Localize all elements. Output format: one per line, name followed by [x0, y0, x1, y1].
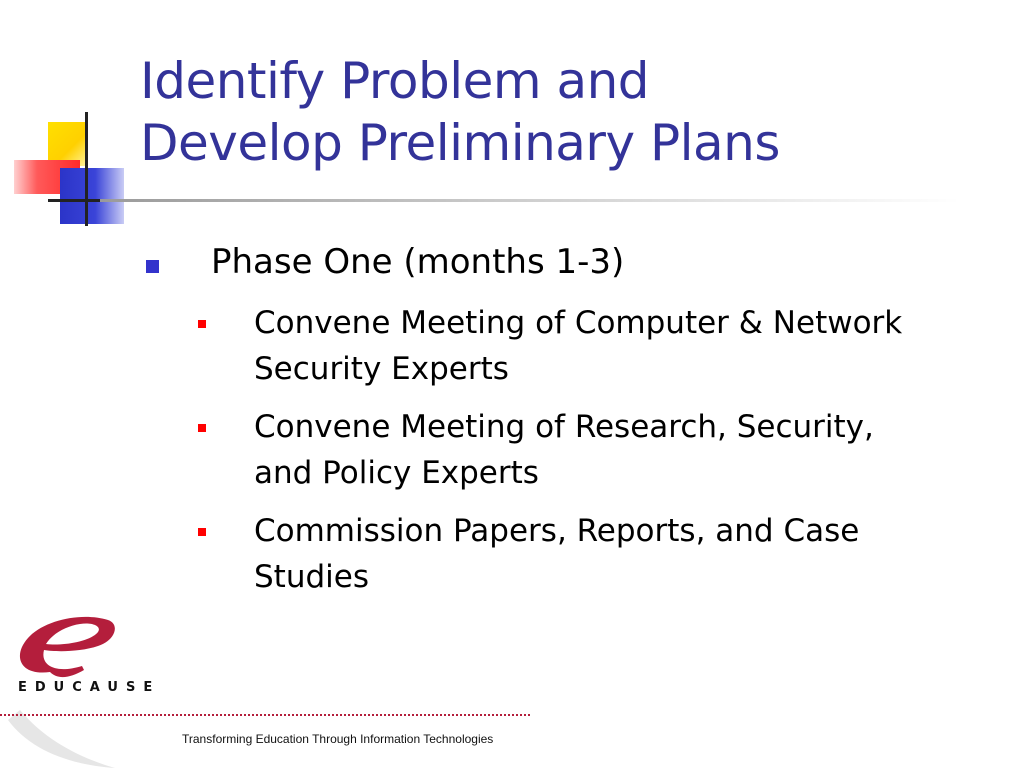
sub-bullet-text — [254, 404, 994, 496]
sub-bullet-line: Convene Meeting of Research, Security, — [254, 409, 874, 445]
square-bullet-icon — [198, 424, 206, 432]
sub-bullet-line: Security Experts — [254, 351, 509, 387]
sub-bullet-3 — [198, 508, 998, 600]
square-bullet-icon — [198, 528, 206, 536]
sub-bullet-2 — [198, 404, 998, 496]
bullet-text: Phase One (months 1-3) — [211, 242, 625, 282]
title-line-1: Identify Problem and — [140, 52, 650, 110]
sub-bullet-text — [254, 508, 994, 600]
tagline: Transforming Education Through Information Technologies — [182, 732, 494, 746]
bullet-phase-one — [146, 238, 624, 286]
square-bullet-icon — [198, 320, 206, 328]
sub-bullet-line: Studies — [254, 559, 369, 595]
sub-bullet-1 — [198, 300, 998, 392]
sub-bullet-line: Commission Papers, Reports, and Case — [254, 513, 860, 549]
sub-bullet-line: and Policy Experts — [254, 455, 539, 491]
title-line-2: Develop Preliminary Plans — [140, 114, 780, 172]
sub-bullet-line: Convene Meeting of Computer & Network — [254, 305, 903, 341]
sub-bullet-text — [254, 300, 994, 392]
square-bullet-icon — [146, 260, 159, 273]
dotted-divider — [0, 714, 530, 718]
brand-name: EDUCAUSE — [18, 680, 161, 695]
